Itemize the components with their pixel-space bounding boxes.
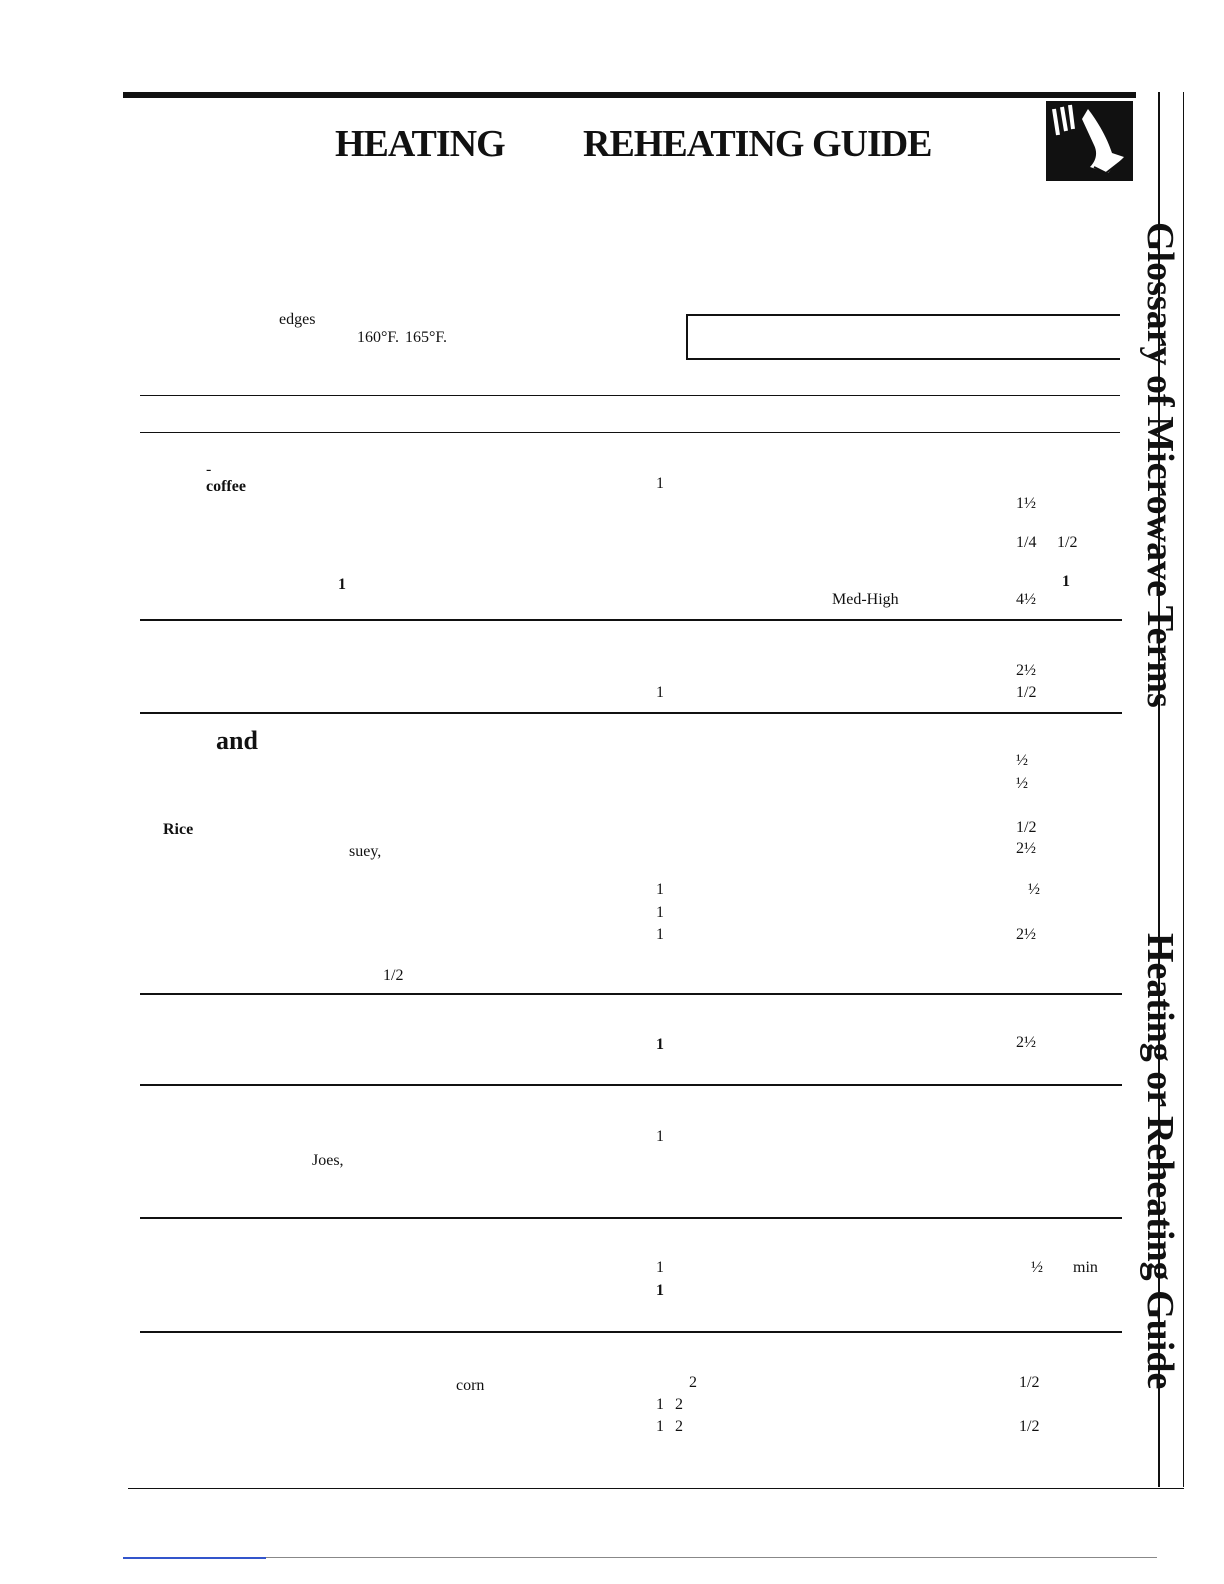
header-rule (123, 92, 1136, 98)
sandwiches-qty: 1 (656, 1128, 664, 1145)
section-rule-3 (140, 993, 1122, 995)
vegetables-qty-b1: 1 (656, 1396, 664, 1413)
bottom-rule (128, 1488, 1184, 1489)
beverages-time-3: 1 (1062, 573, 1070, 590)
beverages-dash: - (206, 461, 212, 478)
beverages-time-4: 4½ (1016, 591, 1036, 608)
section-rule-5 (140, 1217, 1122, 1219)
section7-min: min (1073, 1259, 1098, 1276)
table-header-rule-top (140, 395, 1120, 396)
section5-qty: 1 (656, 1036, 664, 1053)
mains-rice-label: Rice (163, 821, 194, 838)
mains-qty-1: 1 (656, 881, 664, 898)
mains-heading: and (216, 726, 258, 755)
section-rule-2 (140, 712, 1122, 714)
mains-time-5: ½ (1028, 881, 1040, 898)
intro-edges-text: edges (279, 311, 316, 328)
soups-qty-1: 1 (656, 684, 664, 701)
beverages-coffee-label: coffee (206, 478, 246, 495)
page-title-heating: HEATING (335, 123, 505, 165)
beverages-time-2b: 1/2 (1057, 534, 1078, 551)
vegetables-time-1: 1/2 (1019, 1374, 1040, 1391)
mains-qty-3: 1 (656, 926, 664, 943)
beverages-power: Med-High (832, 591, 899, 608)
vegetables-qty-c1: 1 (656, 1418, 664, 1435)
side-rule-outer (1183, 92, 1184, 1487)
mains-time-3: 1/2 (1016, 819, 1037, 836)
legend-box (686, 314, 1120, 360)
section7-qty-2: 1 (656, 1282, 664, 1299)
mains-time-4: 2½ (1016, 840, 1036, 857)
soups-time-2: 1/2 (1016, 684, 1037, 701)
beverages-qty-1: 1 (656, 475, 664, 492)
table-header-rule-bottom (140, 432, 1120, 433)
hand-touch-icon (1046, 101, 1133, 181)
beverages-time-2a: 1/4 (1016, 534, 1037, 551)
mains-time-1: ½ (1016, 752, 1028, 769)
side-tab-heating-guide[interactable]: Heating or Reheating Guide (1139, 933, 1181, 1390)
mains-qty-2: 1 (656, 904, 664, 921)
beverages-qty-2: 1 (338, 576, 346, 593)
mains-half-qty: 1/2 (383, 967, 404, 984)
intro-temp-high: 165°F. (405, 329, 448, 346)
mains-time-2: ½ (1016, 775, 1028, 792)
section5-time: 2½ (1016, 1034, 1036, 1051)
vegetables-time-2: 1/2 (1019, 1418, 1040, 1435)
section-rule-1 (140, 619, 1122, 621)
mains-time-6: 2½ (1016, 926, 1036, 943)
vegetables-qty-b2: 2 (675, 1396, 683, 1413)
soups-time-1: 2½ (1016, 662, 1036, 679)
mains-suey-label: suey, (349, 843, 382, 860)
section-rule-6 (140, 1331, 1122, 1333)
footer-link-underline[interactable] (123, 1557, 266, 1559)
section7-qty-1: 1 (656, 1259, 664, 1276)
beverages-time-1: 1½ (1016, 495, 1036, 512)
intro-temp-low: 160°F. (357, 329, 400, 346)
section-rule-4 (140, 1084, 1122, 1086)
section7-time: ½ (1031, 1259, 1043, 1276)
vegetables-corn-label: corn (456, 1377, 485, 1394)
vegetables-qty-c2: 2 (675, 1418, 683, 1435)
page-title-reheating-guide: REHEATING GUIDE (583, 123, 932, 165)
side-tab-glossary[interactable]: Glossary of Microwave Terms (1139, 222, 1181, 708)
sandwiches-joes-label: Joes, (312, 1152, 344, 1169)
vegetables-qty-a: 2 (689, 1374, 697, 1391)
footer-rule (123, 1557, 1157, 1558)
